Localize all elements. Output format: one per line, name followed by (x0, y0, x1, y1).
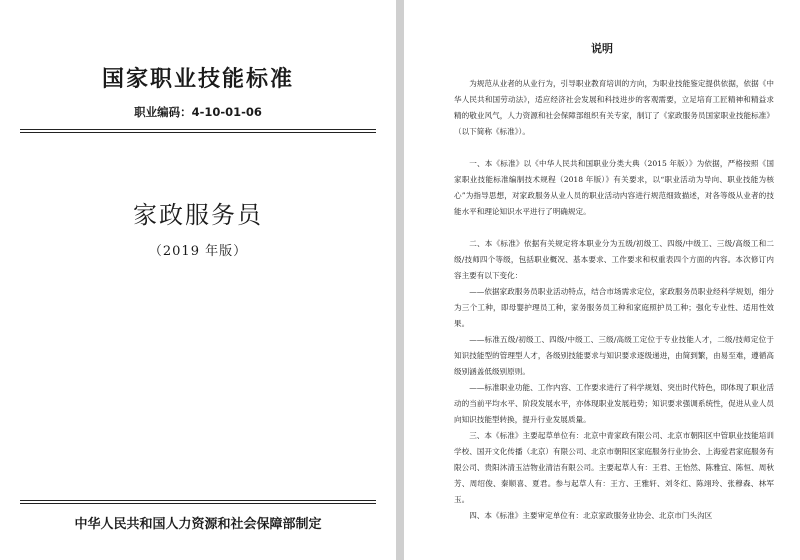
paragraph-2c: ——标准职业功能、工作内容、工作要求进行了科学规划、突出时代特色，即体现了职业活动的当前平均水平、阶段发展水平，亦体现职业发展趋势；知识要求强调系统性，促进从业人员向知识技能型转换，提升行业发展质量。 (454, 383, 774, 424)
paragraph-2b: ——标准五级/初级工、四级/中级工、三级/高级工定位于专业技能人才，二级/技师定位于知识技能型的管理型人才，各级别技能要求与知识要求逐级递进，由简到繁，由易至难，遵循高级别涵盖低级别原则。 (454, 335, 774, 376)
issuing-authority: 中华人民共和国人力资源和社会保障部制定 (74, 517, 322, 532)
bottom-rule-thin (20, 500, 376, 501)
paragraph-intro: 为规范从业者的从业行为，引导职业教育培训的方向，为职业技能鉴定提供依据，依据《中华人民共和国劳动法》，适应经济社会发展和科技进步的客观需要，立足培育工匠精神和精益求精的敬业风气，人力资源和社会保障部组织有关专家，制订了《家政服务员国家职业技能标准》（以下简称《标准》）。 (454, 79, 774, 136)
page-gutter (396, 0, 404, 560)
explanation-page (404, 0, 800, 560)
edition-year: （2019 年版） (148, 244, 248, 259)
bottom-rule-thick (20, 503, 376, 504)
explanation-heading: 说明 (591, 42, 613, 55)
paragraph-3: 三、本《标准》主要起草单位有：北京中青家政有限公司、北京市朝阳区中管职业技能培训学校、国开文化传播（北京）有限公司、北京市朝阳区家庭服务行业协会、上海爱君家庭服务有限公司、贵阳沐清玉洁物业清洁有限公司。主要起草人有：王君、王怡然、陈雅宜、陈恒、周秋芳、周绍俊、秦顺喜、夏君。参与起草人有：王方、王雅轩、刘冬红、陈翊玲、张穆森、林军玉。 (454, 431, 774, 504)
paragraph-2: 二、本《标准》依据有关规定将本职业分为五级/初级工、四级/中级工、三级/高级工和二级/技师四个等级，包括职业概况、基本要求、工作要求和权重表四个方面的内容。本次修订内容主要有以下变化： (454, 239, 774, 280)
paragraph-2a: ——依据家政服务员职业活动特点，结合市场需求定位，家政服务员职业经科学规划，细分为三个工种，即母婴护理员工种，家务服务员工种和家庭照护员工种；强化专业性、适用性效果。 (454, 287, 774, 328)
top-rule-thick (20, 132, 376, 133)
cover-page (0, 0, 396, 560)
paragraph-1: 一、本《标准》以《中华人民共和国职业分类大典（2015 年版）》为依据，严格按照《国家职业技能标准编制技术规程（2018 年版）》有关要求，以“职业活动为导向、职业技能为核心”为指导思想，对家政服务从业人员的职业活动内容进行规范细致描述，对各等级从业者的技能水平和理论知识水平进行了明确规定。 (454, 159, 774, 216)
top-rule-thin (20, 129, 376, 130)
occupation-name: 家政服务员 (133, 201, 263, 229)
explanation-body (454, 76, 774, 524)
standard-title: 国家职业技能标准 (101, 67, 294, 92)
occupation-code: 职业编码：4-10-01-06 (134, 105, 262, 119)
paragraph-4: 四、本《标准》主要审定单位有：北京家政服务业协会、北京市门头沟区 (469, 511, 713, 520)
